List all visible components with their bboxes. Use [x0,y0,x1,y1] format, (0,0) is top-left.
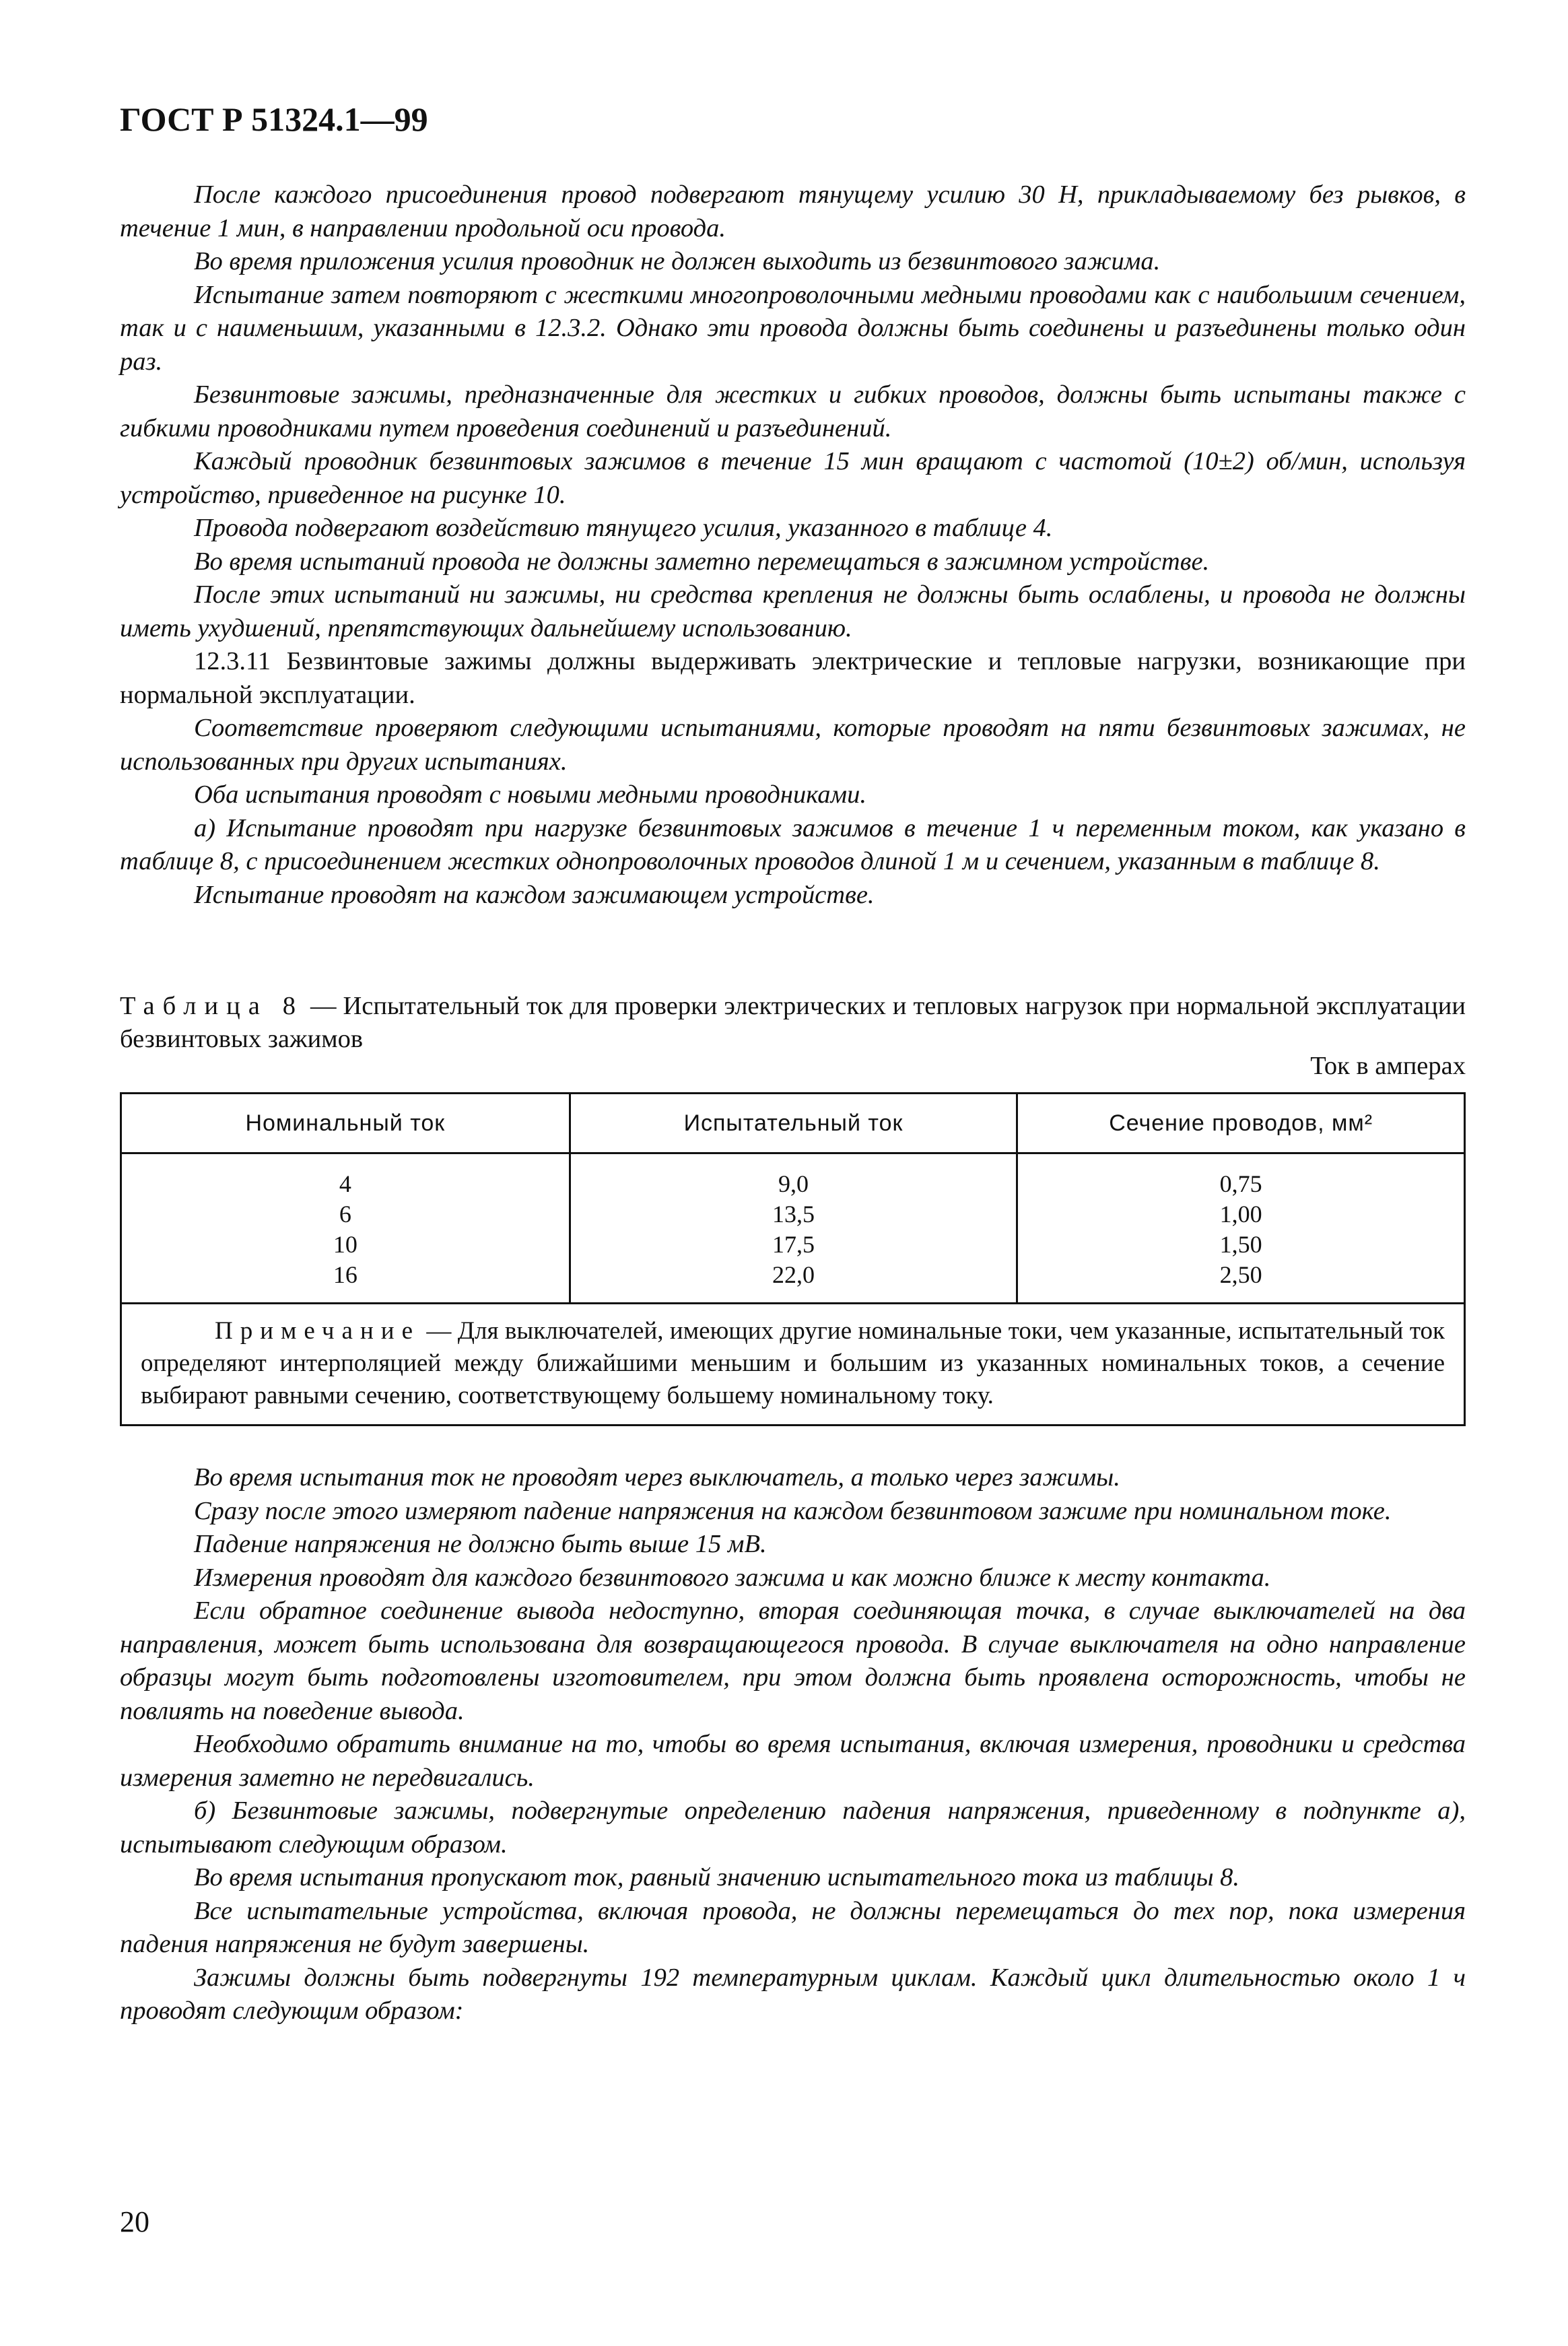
table-cell: 13,5 [772,1201,815,1228]
table-cell: 1,50 [1219,1231,1262,1258]
text-block-upper [120,178,1466,912]
table-caption-text: — Испытательный ток для проверки электрических и тепловых нагрузок при нормальной эксплуатации безвинтовых зажимов [120,992,1466,1053]
paragraph: После каждого присоединения провод подвергают тянущему усилию 30 Н, прикладываемому без рывков, в течение 1 мин, в направлении продольной оси провода. [120,180,1466,242]
table-cell: 22,0 [772,1261,815,1288]
table-note-row [121,1304,1465,1426]
page-number: 20 [120,2205,149,2238]
table-note-label: Примечание [215,1317,420,1345]
paragraph: Во время испытания ток не проводят через выключатель, а только через зажимы. [194,1463,1120,1492]
table-values-row [121,1153,1465,1304]
table-cell: 4 [339,1170,351,1197]
table-cell: 16 [333,1261,357,1288]
paragraph: Сразу после этого измеряют падение напряжения на каждом безвинтовом зажиме при номинальном токе. [194,1496,1392,1525]
column-header-rated-current: Номинальный ток [121,1094,570,1153]
table-cell: 6 [339,1201,351,1228]
paragraph: Испытание проводят на каждом зажимающем устройстве. [194,880,875,909]
paragraph: Во время испытания пропускают ток, равный значению испытательного тока из таблицы 8. [194,1863,1240,1891]
table-header-row [121,1094,1465,1153]
paragraph: Зажимы должны быть подвергнуты 192 температурным циклам. Каждый цикл длительностью около 1 ч проводят следующим образом: [120,1963,1466,2025]
column-header-conductor-section: Сечение проводов, мм² [1017,1094,1465,1153]
paragraph: Оба испытания проводят с новыми медными проводниками. [194,780,866,809]
table-note [121,1304,1465,1426]
table-cell: 2,50 [1219,1261,1262,1288]
paragraph: Во время испытаний провода не должны заметно перемещаться в зажимном устройстве. [194,547,1210,576]
paragraph: Все испытательные устройства, включая провода, не должны перемещаться до тех пор, пока измерения падения напряжения не будут завершены. [120,1896,1466,1958]
table-units: Ток в амперах [1310,1052,1466,1080]
paragraph: Падение напряжения не должно быть выше 15 мВ. [194,1530,767,1558]
table-cell: 10 [333,1231,357,1258]
paragraph: б) Безвинтовые зажимы, подвергнутые определению падения напряжения, приведенному в подпункте а), испытывают следующим образом. [120,1797,1466,1858]
document-code: ГОСТ Р 51324.1—99 [120,100,428,138]
paragraph: а) Испытание проводят при нагрузке безвинтовых зажимов в течение 1 ч переменным током, как указано в таблице 8, с присоединением жестких однопроволочных проводов длиной 1 м и сечением, указанным в таблице 8. [120,813,1466,875]
column-conductor-section-values [1017,1153,1465,1304]
paragraph: Безвинтовые зажимы, предназначенные для жестких и гибких проводов, должны быть испытаны также с гибкими проводниками путем проведения соединений и разъединений. [120,380,1466,442]
column-test-current-values [570,1153,1017,1304]
test-current-table [120,1092,1466,1426]
column-header-test-current: Испытательный ток [570,1094,1017,1153]
table-cell: 9,0 [778,1170,809,1197]
text-block-lower [120,1461,1466,2028]
table-caption [120,990,1466,1056]
paragraph: Каждый проводник безвинтовых зажимов в течение 15 мин вращают с частотой (10±2) об/мин, используя устройство, приведенное на рисунке 10. [120,447,1466,509]
table-caption-label: Таблица 8 [120,992,304,1020]
paragraph: Если обратное соединение вывода недоступно, вторая соединяющая точка, в случае выключателей на два направления, может быть использована для возвращающегося провода. В случае выключателя на одно направление образцы могут быть подготовлены изготовителем, при этом должна быть проявлена осторожность, чтобы не повлиять на поведение вывода. [120,1597,1466,1725]
paragraph: Испытание затем повторяют с жесткими многопроволочными медными проводами как с наибольшим сечением, так и с наименьшим, указанными в 12.3.2. Однако эти провода должны быть соединены и разъединены только один раз. [120,280,1466,376]
table-cell: 1,00 [1219,1201,1262,1228]
paragraph: После этих испытаний ни зажимы, ни средства крепления не должны быть ослаблены, и провода не должны иметь ухудшений, препятствующих дальнейшему использованию. [120,580,1466,642]
paragraph: Провода подвергают воздействию тянущего усилия, указанного в таблице 4. [194,514,1053,542]
paragraph-clause-12-3-11: 12.3.11 Безвинтовые зажимы должны выдерживать электрические и тепловые нагрузки, возникающие при нормальной эксплуатации. [120,647,1466,709]
paragraph: Соответствие проверяют следующими испытаниями, которые проводят на пяти безвинтовых зажимах, не использованных при других испытаниях. [120,714,1466,776]
table-cell: 0,75 [1219,1170,1262,1197]
paragraph: Во время приложения усилия проводник не должен выходить из безвинтового зажима. [194,247,1161,275]
paragraph: Измерения проводят для каждого безвинтового зажима и как можно ближе к месту контакта. [194,1563,1271,1592]
paragraph: Необходимо обратить внимание на то, чтобы во время испытания, включая измерения, проводники и средства измерения заметно не передвигались. [120,1730,1466,1792]
table-cell: 17,5 [772,1231,815,1258]
table-note-text: — Для выключателей, имеющих другие номинальные токи, чем указанные, испытательный ток определяют интерполяцией между ближайшими меньшим и большим из указанных номинальных токов, а сечение выбирают равными сечению, соответствующему большему номинальному току. [141,1317,1445,1409]
column-rated-current-values [121,1153,570,1304]
